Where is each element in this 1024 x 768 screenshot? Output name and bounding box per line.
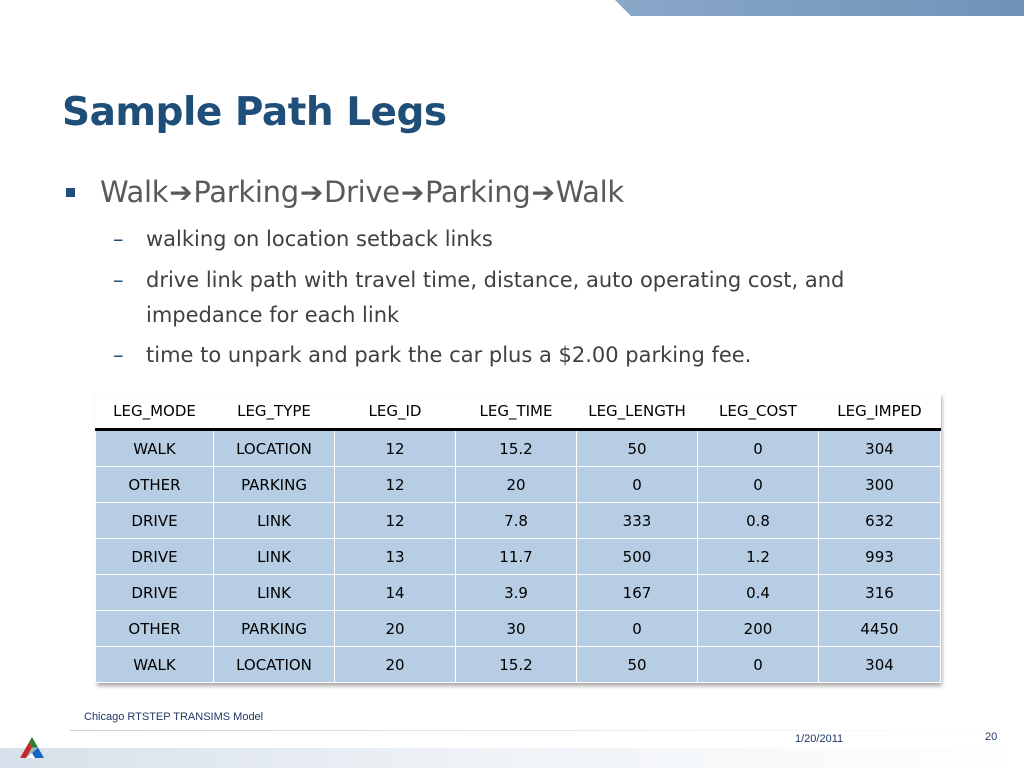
table-cell: LOCATION [214,430,335,467]
page-number: 20 [985,731,998,743]
dash-bullet-icon: – [113,268,124,292]
table-cell: 304 [819,647,941,683]
table-cell: DRIVE [96,539,214,575]
table-cell: OTHER [96,467,214,503]
column-header: LEG_ID [335,394,456,430]
arrow-right-icon: ➔ [400,176,425,209]
table-cell: 12 [335,503,456,539]
table-cell: WALK [96,430,214,467]
arrow-right-icon: ➔ [299,176,324,209]
table-cell: 12 [335,467,456,503]
arrow-right-icon: ➔ [169,176,193,209]
table-cell: 13 [335,539,456,575]
flow-step: Walk [100,175,169,209]
table-row [96,647,941,683]
table-cell: 632 [819,503,941,539]
column-header: LEG_MODE [96,394,214,430]
argonne-logo-icon [19,736,45,760]
table-cell: 20 [456,467,577,503]
table-cell: 14 [335,575,456,611]
flow-step: Parking [193,175,299,209]
footer-date: 1/20/2011 [795,733,844,745]
table-cell: 30 [456,611,577,647]
sub-bullet [113,338,933,373]
legs-table-container [95,393,940,683]
table-cell: PARKING [214,467,335,503]
table-cell: LOCATION [214,647,335,683]
table-cell: DRIVE [96,503,214,539]
table-cell: LINK [214,539,335,575]
flow-step: Drive [324,175,400,209]
table-cell: 11.7 [456,539,577,575]
sub-bullet-text: walking on location setback links [146,227,493,251]
column-header: LEG_TYPE [214,394,335,430]
legs-table [95,393,941,683]
table-cell: 50 [577,647,698,683]
table-cell: 0 [577,611,698,647]
table-cell: 1.2 [698,539,819,575]
table-cell: 300 [819,467,941,503]
table-header-row [96,394,941,430]
table-cell: 333 [577,503,698,539]
column-header: LEG_IMPED [819,394,941,430]
dash-bullet-icon: – [113,227,124,251]
sub-bullet [113,222,933,257]
table-cell: 0 [698,467,819,503]
column-header: LEG_TIME [456,394,577,430]
table-cell: WALK [96,647,214,683]
table-cell: LINK [214,575,335,611]
table-cell: 20 [335,647,456,683]
footer-stripe [0,748,1024,768]
table-row [96,611,941,647]
dash-bullet-icon: – [113,343,124,367]
sub-bullet-text: drive link path with travel time, distance, auto operating cost, and impedance for each link [146,268,845,327]
table-row [96,430,941,467]
table-row [96,467,941,503]
table-row [96,539,941,575]
arrow-right-icon: ➔ [531,176,555,209]
table-cell: 15.2 [456,647,577,683]
sub-bullet-text: time to unpark and park the car plus a $2.00 parking fee. [146,343,752,367]
footer-divider [70,730,1024,731]
table-row [96,503,941,539]
table-cell: 7.8 [456,503,577,539]
top-accent-band [615,0,1024,16]
table-cell: 993 [819,539,941,575]
table-cell: 12 [335,430,456,467]
flow-step: Walk [555,175,624,209]
table-cell: 167 [577,575,698,611]
table-cell: 0.8 [698,503,819,539]
table-cell: DRIVE [96,575,214,611]
table-row [96,575,941,611]
table-cell: OTHER [96,611,214,647]
table-cell: 0 [698,430,819,467]
table-cell: 0.4 [698,575,819,611]
table-cell: LINK [214,503,335,539]
table-cell: 3.9 [456,575,577,611]
bullet-flow [100,175,624,209]
sub-bullet [113,263,933,333]
table-cell: 304 [819,430,941,467]
table-cell: 15.2 [456,430,577,467]
table-cell: 200 [698,611,819,647]
table-cell: 0 [698,647,819,683]
main-bullet [66,172,624,212]
table-cell: 50 [577,430,698,467]
table-cell: 500 [577,539,698,575]
table-cell: 20 [335,611,456,647]
square-bullet-icon [66,188,75,197]
table-cell: 4450 [819,611,941,647]
flow-step: Parking [425,175,531,209]
table-cell: PARKING [214,611,335,647]
table-cell: 316 [819,575,941,611]
table-cell: 0 [577,467,698,503]
footer-presentation-name: Chicago RTSTEP TRANSIMS Model [84,711,264,723]
column-header: LEG_COST [698,394,819,430]
column-header: LEG_LENGTH [577,394,698,430]
slide-title: Sample Path Legs [62,90,447,135]
